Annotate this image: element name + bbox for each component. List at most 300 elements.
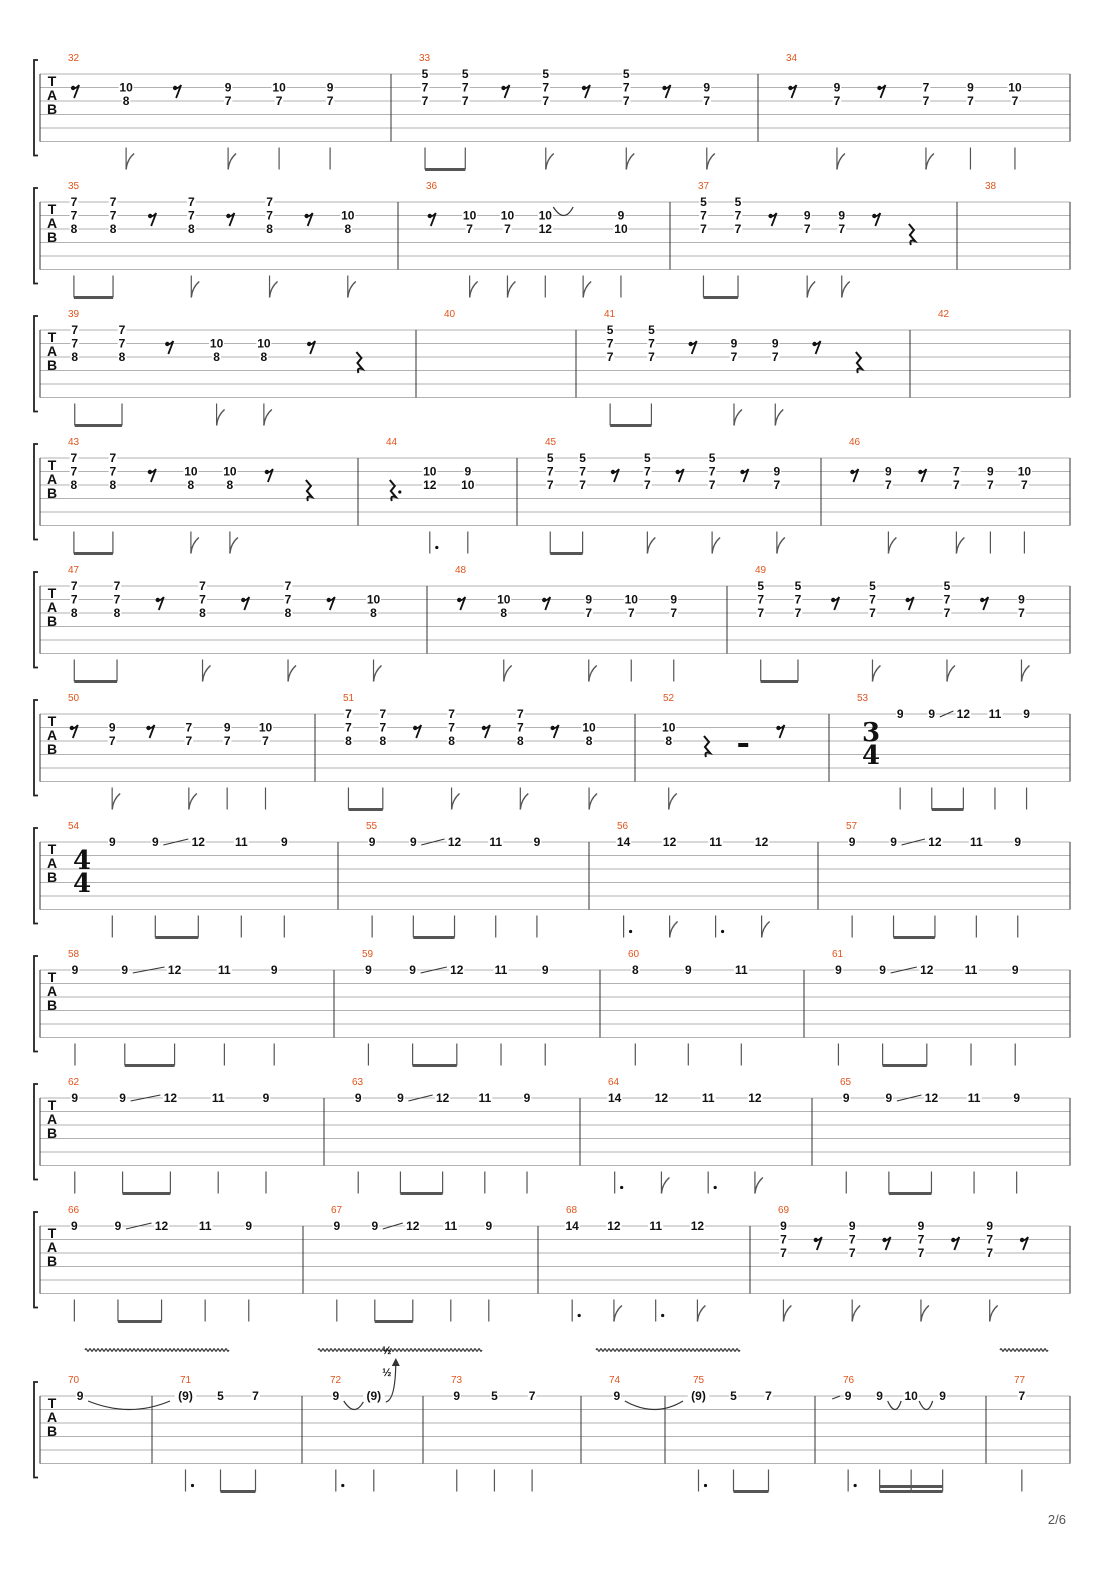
measure-number: 66 — [68, 1205, 80, 1216]
tab-system — [34, 949, 1070, 1066]
fret-number: 11 — [198, 1219, 212, 1233]
fret-number: 9 — [1011, 963, 1019, 977]
fret-number: 10 — [904, 1389, 918, 1403]
fret-number: 7 — [448, 720, 455, 735]
measure-number: 47 — [68, 565, 80, 576]
fret-number: 8 — [260, 350, 268, 364]
fret-number: 7 — [943, 606, 951, 620]
tab-clef-letter: B — [46, 101, 58, 117]
fret-number: 7 — [622, 94, 630, 108]
fret-number: (9) — [691, 1389, 706, 1403]
measure — [68, 1077, 270, 1194]
measure-number: 45 — [545, 437, 557, 448]
tab-clef-letter: B — [46, 741, 58, 757]
eighth-rest-dot — [501, 86, 505, 90]
measure-number: 56 — [617, 821, 629, 832]
flag — [614, 1306, 622, 1322]
flag — [669, 794, 677, 810]
fret-number: 7 — [885, 478, 892, 492]
flag — [661, 1178, 669, 1194]
tab-clef-letter: A — [46, 1111, 58, 1127]
fret-number: 10 — [624, 592, 638, 607]
fret-number: 7 — [113, 592, 121, 607]
fret-number: 9 — [730, 336, 738, 351]
measure-number: 41 — [604, 309, 616, 320]
measure-number: 44 — [386, 437, 398, 448]
tab-clef-letter: A — [46, 471, 58, 487]
fret-number: 11 — [649, 1219, 663, 1233]
fret-number: (9) — [178, 1389, 193, 1403]
fret-number: 9 — [703, 80, 711, 95]
fret-number: 9 — [780, 1219, 787, 1233]
fret-number: 9 — [151, 835, 159, 849]
fret-number: 5 — [622, 67, 630, 81]
fret-number: 7 — [118, 336, 126, 351]
measure — [938, 309, 950, 320]
fret-number: 5 — [421, 67, 429, 81]
vibrato-mark — [85, 1349, 229, 1352]
eighth-rest-dot — [70, 726, 74, 730]
fret-number: 7 — [516, 720, 524, 735]
fret-number: 8 — [187, 222, 195, 236]
measure — [832, 949, 1019, 1066]
flag — [888, 538, 896, 554]
measure — [778, 1205, 1028, 1322]
system-bracket — [34, 700, 38, 796]
tab-clef-letter: A — [46, 983, 58, 999]
fret-number: 8 — [118, 350, 126, 364]
measure-number: 68 — [566, 1205, 578, 1216]
tab-clef-letter: B — [46, 1423, 58, 1439]
fret-number: 8 — [226, 478, 234, 492]
measure-number: 63 — [352, 1077, 364, 1088]
fret-number: 9 — [833, 80, 841, 95]
measure-number: 65 — [840, 1077, 852, 1088]
eighth-rest-dot — [768, 214, 772, 218]
measure — [352, 1077, 531, 1194]
fret-number: 7 — [803, 222, 811, 236]
flag — [990, 1306, 998, 1322]
fret-number: 8 — [71, 350, 79, 364]
fret-number: 7 — [1018, 606, 1025, 620]
tab-clef-letter: A — [46, 1239, 58, 1255]
measure-number: 75 — [693, 1375, 705, 1386]
fret-number: 7 — [838, 222, 846, 236]
fret-number: 10 — [582, 720, 596, 735]
fret-number: 7 — [765, 1389, 772, 1403]
fret-number: 12 — [754, 835, 769, 849]
time-signature-top: 3 — [861, 718, 881, 748]
fret-number: 8 — [345, 734, 352, 748]
eighth-rest-dot — [304, 214, 308, 218]
tab-clef-letter: A — [46, 599, 58, 615]
fret-number: 11 — [969, 835, 983, 849]
fret-number: 9 — [108, 720, 116, 735]
fret-number: 9 — [119, 1091, 126, 1105]
fret-number: 9 — [835, 963, 842, 977]
fret-number: 7 — [708, 478, 716, 492]
fret-number: 12 — [920, 963, 934, 977]
fret-number: 7 — [542, 94, 550, 108]
fret-number: 9 — [928, 707, 936, 721]
system-bracket — [34, 444, 38, 540]
fret-number: 7 — [771, 350, 779, 364]
fret-number: 8 — [370, 606, 377, 620]
fret-number: 7 — [345, 720, 352, 735]
system-bracket — [34, 1084, 38, 1180]
fret-number: 7 — [734, 222, 742, 236]
measure — [688, 1375, 773, 1492]
flag — [956, 538, 964, 554]
fret-number: 10 — [341, 208, 355, 223]
fret-number: (9) — [366, 1389, 382, 1403]
fret-number: 8 — [70, 222, 78, 236]
fret-number: 7 — [757, 606, 765, 620]
fret-number: 7 — [922, 80, 930, 95]
measure-number: 62 — [68, 1077, 80, 1088]
fret-number: 7 — [421, 80, 429, 95]
fret-number: 11 — [967, 1091, 981, 1105]
flag — [755, 1178, 763, 1194]
flag — [228, 154, 236, 170]
fret-number: 9 — [397, 1091, 404, 1105]
fret-number: 5 — [542, 67, 550, 81]
fret-number: 7 — [421, 94, 429, 108]
measure — [849, 437, 1032, 554]
fret-number: 7 — [780, 1232, 787, 1247]
flag — [264, 410, 272, 426]
measure-number: 35 — [68, 181, 80, 192]
measure — [343, 693, 597, 810]
fret-number: 7 — [794, 592, 802, 607]
fret-number: 9 — [617, 208, 625, 223]
fret-number: 9 — [108, 835, 116, 849]
vibrato-mark — [318, 1349, 482, 1352]
fret-number: 9 — [896, 707, 904, 721]
fret-number: 12 — [956, 707, 971, 721]
fret-number: 7 — [187, 208, 195, 223]
fret-number: 7 — [199, 592, 206, 607]
measure-number: 33 — [419, 53, 431, 64]
fret-number: 7 — [734, 208, 742, 223]
fret-number: 12 — [167, 963, 182, 977]
fret-number: 10 — [662, 720, 676, 735]
quarter-rest — [306, 480, 312, 501]
eighth-rest-dot — [906, 598, 910, 602]
fret-number: 9 — [533, 835, 541, 849]
fret-number: 9 — [541, 963, 549, 977]
eighth-rest-dot — [689, 342, 693, 346]
fret-number: 12 — [435, 1091, 450, 1105]
eighth-rest-dot — [676, 470, 680, 474]
flag — [452, 794, 460, 810]
fret-number: 7 — [1018, 1389, 1026, 1403]
fret-number: 7 — [461, 80, 469, 95]
fret-number: 5 — [644, 451, 651, 465]
fret-number: 9 — [76, 1389, 84, 1403]
fret-number: 7 — [986, 1246, 994, 1260]
measure — [68, 1375, 170, 1410]
fret-number: 7 — [109, 208, 117, 223]
fret-number: 7 — [917, 1246, 925, 1260]
flag — [852, 1306, 860, 1322]
fret-number: 7 — [275, 94, 283, 108]
duration-dot — [704, 1484, 707, 1487]
fret-number: 7 — [730, 350, 738, 364]
tie-arc — [919, 1401, 933, 1410]
fret-number: 8 — [448, 734, 455, 748]
measure — [68, 821, 289, 938]
quarter-rest — [909, 224, 915, 245]
tie-arc — [344, 1401, 364, 1410]
fret-number: 7 — [70, 195, 78, 209]
fret-number: 7 — [967, 94, 974, 108]
eighth-rest-dot — [327, 598, 331, 602]
fret-number: 5 — [734, 195, 742, 209]
measure — [545, 437, 785, 554]
measure — [846, 821, 1022, 938]
fret-number: 11 — [234, 835, 248, 849]
flag — [507, 282, 515, 298]
measure — [68, 1205, 253, 1322]
flag — [707, 154, 715, 170]
fret-number: 8 — [344, 222, 352, 236]
tab-clef-letter: A — [46, 215, 58, 231]
fret-number: 7 — [922, 94, 930, 108]
fret-number: 10 — [184, 464, 198, 479]
tab-system — [34, 181, 1070, 298]
flag — [947, 666, 955, 682]
fret-number: 7 — [700, 222, 707, 236]
fret-number: 7 — [379, 720, 387, 735]
fret-number: 9 — [879, 963, 886, 977]
flag — [872, 666, 880, 682]
tab-clef-letter: T — [47, 585, 57, 601]
tab-system — [34, 693, 1070, 810]
fret-number: 7 — [794, 606, 802, 620]
fret-number: 8 — [585, 734, 593, 748]
fret-number: 7 — [579, 478, 586, 492]
measure-number: 57 — [846, 821, 858, 832]
fret-number: 8 — [199, 606, 206, 620]
fret-number: 9 — [262, 1091, 270, 1105]
measure-number: 51 — [343, 693, 355, 704]
fret-number: 7 — [199, 579, 206, 593]
eighth-rest-dot — [980, 598, 984, 602]
measure — [565, 1205, 706, 1322]
tab-system — [34, 1077, 1070, 1194]
eighth-rest-dot — [241, 598, 245, 602]
fret-number: 8 — [109, 222, 117, 236]
fret-number: 7 — [780, 1246, 787, 1260]
tab-system — [34, 53, 1070, 170]
fret-number: 7 — [644, 478, 651, 492]
measure — [330, 1345, 400, 1492]
measure-number: 52 — [663, 693, 675, 704]
tab-clef-letter: T — [47, 1225, 57, 1241]
fret-number: 12 — [654, 1091, 669, 1105]
fret-number: 11 — [218, 963, 231, 977]
fret-number: 7 — [773, 478, 781, 492]
fret-number: 7 — [504, 222, 511, 236]
fret-number: 8 — [665, 734, 673, 748]
fret-number: 7 — [326, 94, 334, 108]
fret-number: 10 — [423, 464, 437, 479]
fret-number: 7 — [1021, 478, 1028, 492]
tab-clef-letter: T — [47, 713, 57, 729]
measure-number: 61 — [832, 949, 844, 960]
tab-clef-letter: T — [47, 73, 57, 89]
tie-arc — [553, 207, 573, 216]
fret-number: 10 — [1017, 464, 1032, 479]
fret-number: 9 — [280, 835, 288, 849]
quarter-rest — [704, 736, 710, 757]
fret-number: 8 — [379, 734, 387, 748]
measure — [786, 53, 1022, 170]
fret-number: 7 — [670, 606, 678, 620]
flag — [189, 794, 197, 810]
fret-number: 11 — [709, 835, 722, 849]
fret-number: 5 — [794, 579, 802, 593]
fret-number: 10 — [257, 336, 271, 351]
measure — [609, 1375, 683, 1410]
measure-number: 58 — [68, 949, 80, 960]
measure-number: 74 — [609, 1375, 621, 1386]
eighth-rest-dot — [148, 470, 152, 474]
fret-number: 7 — [546, 464, 554, 479]
system-bracket — [34, 1212, 38, 1308]
fret-number: 7 — [70, 464, 78, 479]
flag — [926, 154, 934, 170]
tab-clef-letter: B — [46, 1125, 58, 1141]
quarter-rest — [856, 352, 862, 373]
fret-number: 9 — [986, 1219, 994, 1233]
fret-number: 7 — [70, 451, 78, 465]
fret-number: 9 — [224, 80, 232, 95]
fret-number: 10 — [223, 464, 237, 479]
fret-number: 10 — [538, 208, 552, 223]
fret-number: 8 — [284, 606, 292, 620]
eighth-rest-dot — [173, 86, 177, 90]
measure — [661, 693, 784, 810]
fret-number: 9 — [771, 336, 779, 351]
measure — [616, 821, 770, 938]
measure — [68, 53, 334, 170]
eighth-rest-dot — [918, 470, 922, 474]
flag — [112, 794, 120, 810]
flag — [348, 282, 356, 298]
fret-number: 7 — [185, 734, 193, 748]
flag — [546, 154, 554, 170]
measure-number: 59 — [362, 949, 374, 960]
fret-number: 7 — [71, 336, 79, 351]
bend-release-amount: ½ — [382, 1367, 392, 1379]
fret-number: 7 — [703, 94, 711, 108]
fret-number: 9 — [848, 835, 856, 849]
fret-number: 8 — [213, 350, 220, 364]
fret-number: 9 — [773, 464, 781, 479]
measure — [362, 949, 549, 1066]
eighth-rest-dot — [877, 86, 881, 90]
fret-number: 7 — [252, 1389, 259, 1403]
measure-number: 36 — [426, 181, 438, 192]
fret-number: 9 — [987, 464, 994, 479]
measure — [604, 309, 862, 426]
measure-number: 60 — [628, 949, 640, 960]
fret-number: 7 — [700, 208, 707, 223]
tab-clef-letter: A — [46, 343, 58, 359]
eighth-rest-dot — [156, 598, 160, 602]
tie-arc — [88, 1401, 170, 1410]
fret-number: 10 — [209, 336, 224, 351]
fret-number: 9 — [684, 963, 692, 977]
fret-number: 9 — [485, 1219, 493, 1233]
measure-number: 67 — [331, 1205, 343, 1216]
fret-number: 7 — [266, 208, 273, 223]
fret-number: 7 — [833, 94, 841, 108]
flag — [288, 666, 296, 682]
measure-number: 77 — [1014, 1375, 1026, 1386]
tab-system — [34, 437, 1070, 554]
fret-number: 7 — [528, 1389, 536, 1403]
fret-number: 8 — [122, 94, 130, 108]
fret-number: 9 — [245, 1219, 253, 1233]
fret-number: 9 — [409, 963, 416, 977]
measure — [426, 181, 628, 298]
fret-number: 12 — [690, 1219, 705, 1233]
fret-number: 9 — [1014, 835, 1022, 849]
fret-number: 10 — [614, 222, 628, 236]
fret-number: 7 — [448, 707, 455, 721]
tab-clef-letter: B — [46, 229, 58, 245]
flag — [191, 282, 199, 298]
fret-number: 7 — [266, 195, 273, 209]
flag — [670, 922, 678, 938]
fret-number: 5 — [579, 451, 586, 465]
measure-number: 71 — [180, 1375, 192, 1386]
flag — [520, 794, 528, 810]
measure-number: 55 — [366, 821, 378, 832]
fret-number: 11 — [444, 1219, 458, 1233]
fret-number: 12 — [607, 1219, 621, 1233]
fret-number: 8 — [70, 606, 78, 620]
fret-number: 11 — [211, 1091, 225, 1105]
measure-number: 70 — [68, 1375, 80, 1386]
fret-number: 9 — [842, 1091, 850, 1105]
fret-number: 12 — [450, 963, 464, 977]
fret-number: 9 — [939, 1389, 946, 1403]
duration-dot — [578, 1314, 581, 1317]
fret-number: 9 — [365, 963, 372, 977]
eighth-rest-dot — [550, 726, 554, 730]
tab-clef-letter: T — [47, 969, 57, 985]
measure-number: 46 — [849, 437, 861, 448]
fret-number: 10 — [366, 592, 381, 607]
measure-number: 39 — [68, 309, 80, 320]
tab-clef-letter: T — [47, 841, 57, 857]
tab-system — [34, 309, 1070, 426]
measure — [607, 1077, 763, 1194]
tab-clef-letter: A — [46, 1409, 58, 1425]
eighth-rest-dot — [788, 86, 792, 90]
fret-number: 7 — [70, 592, 78, 607]
eighth-rest-dot — [812, 342, 816, 346]
fret-number: 7 — [109, 195, 117, 209]
bend-amount: ½ — [382, 1345, 392, 1357]
fret-number: 7 — [579, 464, 586, 479]
tab-clef-letter: T — [47, 201, 57, 217]
fret-number: 7 — [943, 592, 951, 607]
